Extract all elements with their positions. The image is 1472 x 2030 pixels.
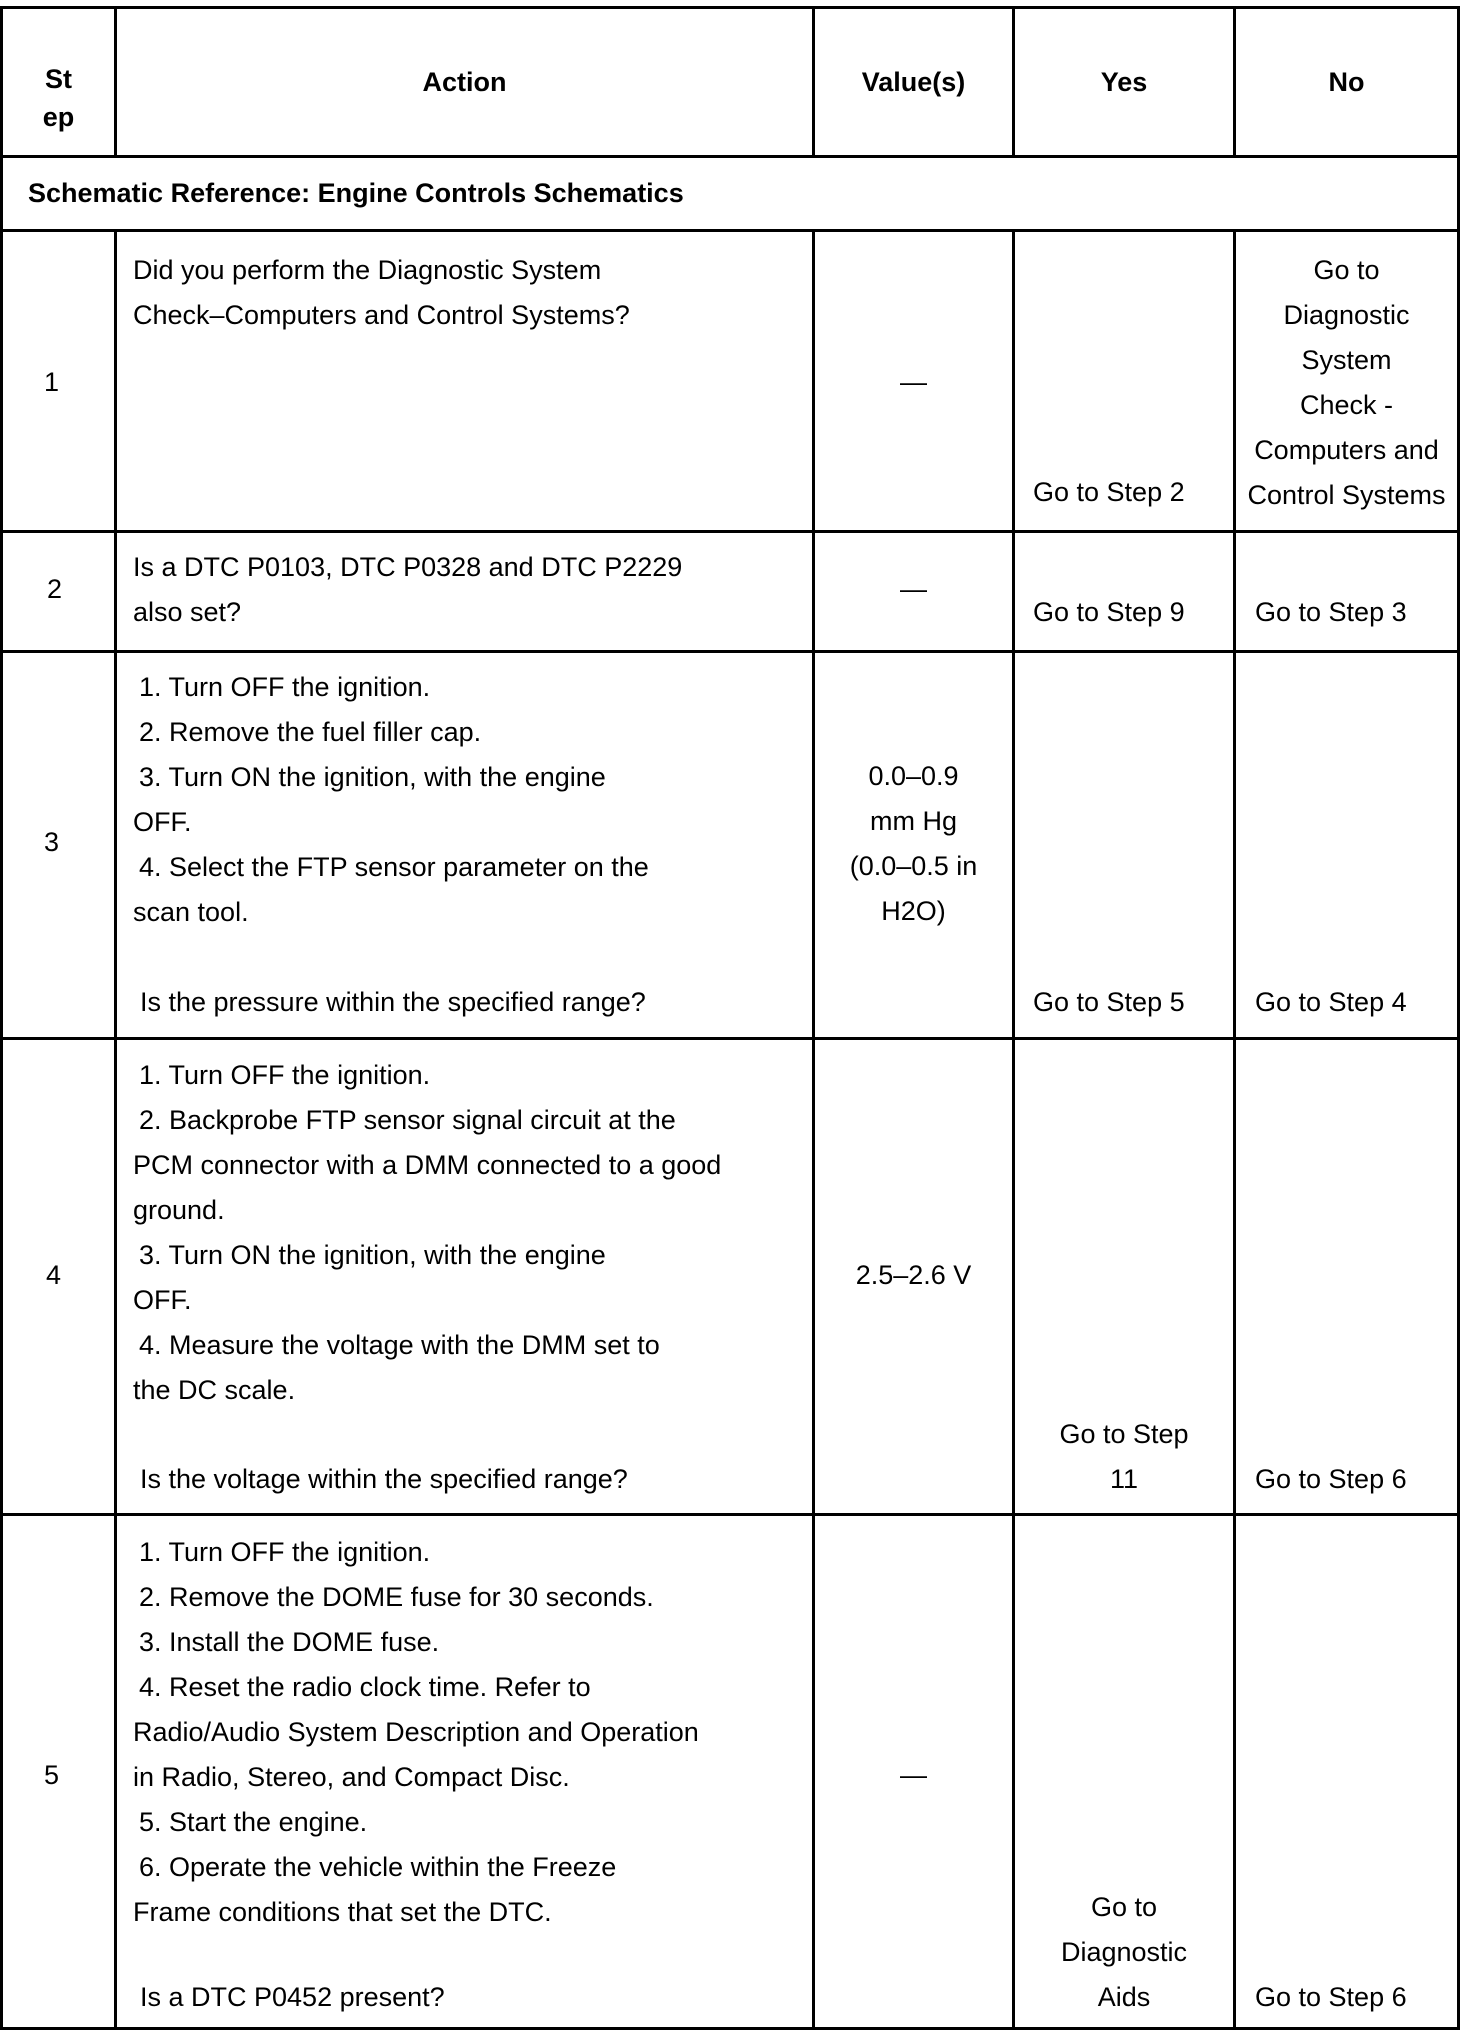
row1-action bbox=[133, 248, 630, 338]
row5-step: 5 bbox=[44, 1760, 60, 1790]
row1-no-link[interactable] bbox=[1236, 248, 1457, 518]
action-line: Is a DTC P0103, DTC P0328 and DTC P2229 bbox=[133, 552, 683, 582]
schematic-reference: Schematic Reference: Engine Controls Schematics bbox=[28, 178, 684, 208]
row5-no-link[interactable]: Go to Step 6 bbox=[1255, 1982, 1407, 2012]
action-line: ground. bbox=[133, 1195, 225, 1225]
action-line: in Radio, Stereo, and Compact Disc. bbox=[133, 1762, 570, 1792]
value-line: (0.0–0.5 in bbox=[849, 851, 978, 881]
link-line: Control Systems bbox=[1247, 480, 1446, 510]
row5-yes-link[interactable] bbox=[1015, 1885, 1233, 2020]
header-action: Action bbox=[422, 67, 507, 97]
header-no: No bbox=[1328, 67, 1365, 97]
action-line: 3. Turn ON the ignition, with the engine bbox=[139, 762, 606, 792]
row-divider bbox=[0, 650, 1460, 653]
row4-no-link[interactable]: Go to Step 6 bbox=[1255, 1464, 1407, 1494]
row1-yes-link[interactable]: Go to Step 2 bbox=[1033, 477, 1185, 507]
action-line: OFF. bbox=[133, 1285, 192, 1315]
header-step-line1: St bbox=[45, 64, 72, 94]
row3-no-link[interactable]: Go to Step 4 bbox=[1255, 987, 1407, 1017]
row2-value: — bbox=[900, 574, 927, 604]
link-line: Diagnostic bbox=[1060, 1937, 1188, 1967]
value-line: mm Hg bbox=[870, 806, 957, 836]
link-line: System bbox=[1301, 345, 1392, 375]
row3-question: Is the pressure within the specified range? bbox=[140, 987, 646, 1017]
action-line: 3. Install the DOME fuse. bbox=[139, 1627, 440, 1657]
action-line: 3. Turn ON the ignition, with the engine bbox=[139, 1240, 606, 1270]
action-line: Did you perform the Diagnostic System bbox=[133, 255, 602, 285]
link-line: 11 bbox=[1109, 1464, 1139, 1494]
row2-no-link[interactable]: Go to Step 3 bbox=[1255, 597, 1407, 627]
row4-question: Is the voltage within the specified range? bbox=[140, 1464, 628, 1494]
header-yes: Yes bbox=[1100, 67, 1148, 97]
table-border-top bbox=[0, 6, 1460, 9]
row1-step: 1 bbox=[44, 367, 60, 397]
action-line: 2. Remove the DOME fuse for 30 seconds. bbox=[139, 1582, 654, 1612]
action-line: Frame conditions that set the DTC. bbox=[133, 1897, 552, 1927]
action-line: 1. Turn OFF the ignition. bbox=[139, 672, 431, 702]
row2-yes-link[interactable]: Go to Step 9 bbox=[1033, 597, 1185, 627]
link-line: Go to Step bbox=[1059, 1419, 1189, 1449]
value-line: H2O) bbox=[881, 896, 946, 926]
action-line: also set? bbox=[133, 597, 242, 627]
table-border-left bbox=[0, 6, 3, 2030]
action-line: the DC scale. bbox=[133, 1375, 296, 1405]
row3-yes-link[interactable]: Go to Step 5 bbox=[1033, 987, 1185, 1017]
row-divider bbox=[0, 1037, 1460, 1040]
header-step bbox=[3, 60, 114, 136]
link-line: Aids bbox=[1097, 1982, 1151, 2012]
action-line: 1. Turn OFF the ignition. bbox=[139, 1537, 431, 1567]
column-divider bbox=[114, 229, 117, 2030]
row3-step: 3 bbox=[44, 827, 60, 857]
action-line: 6. Operate the vehicle within the Freeze bbox=[139, 1852, 617, 1882]
row4-yes-link[interactable] bbox=[1015, 1412, 1233, 1502]
row4-value: 2.5–2.6 V bbox=[855, 1260, 972, 1290]
row5-action bbox=[133, 1530, 699, 1935]
row1-value: — bbox=[900, 367, 927, 397]
value-line: 0.0–0.9 bbox=[868, 761, 959, 791]
link-line: Check - bbox=[1299, 390, 1394, 420]
row-divider bbox=[0, 155, 1460, 158]
link-line: Go to bbox=[1313, 255, 1380, 285]
link-line: Diagnostic bbox=[1283, 300, 1410, 330]
link-line: Computers and bbox=[1254, 435, 1439, 465]
action-line: 2. Backprobe FTP sensor signal circuit at the bbox=[139, 1105, 676, 1135]
header-step-line2: ep bbox=[42, 102, 75, 132]
action-line: 4. Measure the voltage with the DMM set to bbox=[139, 1330, 660, 1360]
action-line: 4. Reset the radio clock time. Refer to bbox=[139, 1672, 591, 1702]
header-values: Value(s) bbox=[861, 67, 966, 97]
row3-action bbox=[133, 665, 649, 935]
row2-action bbox=[133, 545, 682, 635]
row-divider bbox=[0, 229, 1460, 232]
row-divider bbox=[0, 1513, 1460, 1516]
action-line: 4. Select the FTP sensor parameter on the bbox=[139, 852, 649, 882]
action-line: scan tool. bbox=[133, 897, 249, 927]
table-border-right bbox=[1457, 6, 1460, 2030]
action-line: 1. Turn OFF the ignition. bbox=[139, 1060, 431, 1090]
action-line: Radio/Audio System Description and Operation bbox=[133, 1717, 699, 1747]
row2-step: 2 bbox=[47, 574, 63, 604]
action-line: 5. Start the engine. bbox=[139, 1807, 368, 1837]
action-line: PCM connector with a DMM connected to a good bbox=[133, 1150, 722, 1180]
row4-action bbox=[133, 1053, 721, 1413]
row5-value: — bbox=[900, 1760, 927, 1790]
row-divider bbox=[0, 530, 1460, 533]
link-line: Go to bbox=[1090, 1892, 1158, 1922]
row3-value bbox=[815, 754, 1012, 934]
row4-step: 4 bbox=[46, 1260, 62, 1290]
action-line: Check–Computers and Control Systems? bbox=[133, 300, 630, 330]
action-line: OFF. bbox=[133, 807, 192, 837]
column-divider bbox=[1012, 229, 1015, 2030]
row5-question: Is a DTC P0452 present? bbox=[140, 1982, 445, 2012]
action-line: 2. Remove the fuel filler cap. bbox=[139, 717, 482, 747]
